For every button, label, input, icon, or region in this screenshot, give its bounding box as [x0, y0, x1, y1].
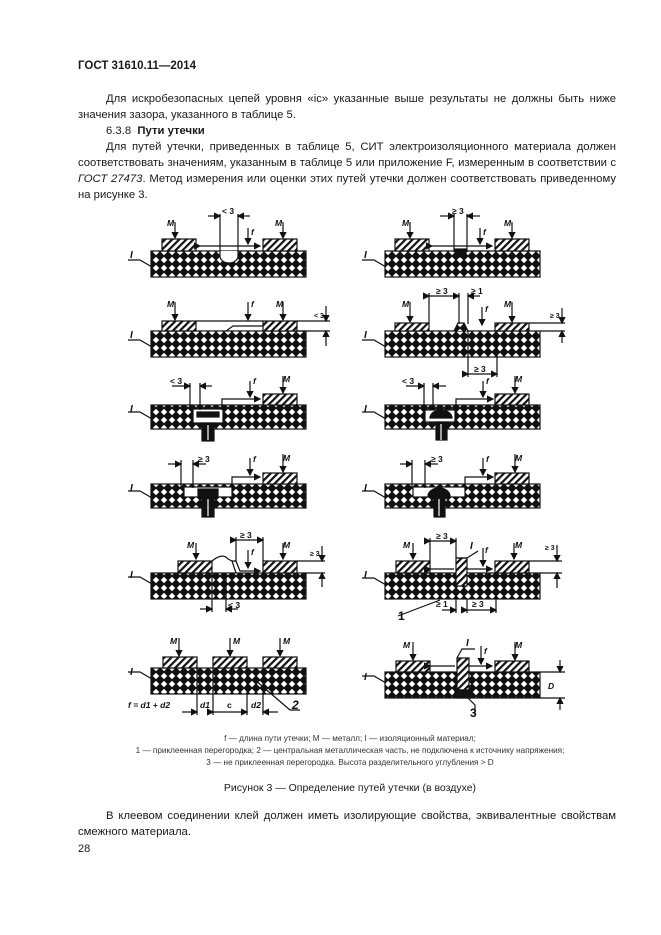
svg-text:f: f [485, 545, 488, 555]
svg-text:M: M [402, 299, 410, 309]
svg-text:M: M [402, 218, 410, 228]
section-number: 6.3.8 [106, 125, 132, 137]
svg-text:M: M [515, 540, 523, 550]
gost-reference: ГОСТ 27473 [78, 173, 143, 185]
svg-text:f: f [486, 454, 489, 464]
svg-text:I: I [364, 250, 367, 261]
svg-text:f: f [484, 646, 487, 656]
diagram-5b [362, 538, 562, 616]
svg-text:≥ 1: ≥ 1 [436, 599, 448, 609]
svg-text:M: M [504, 218, 512, 228]
svg-text:≥ 3: ≥ 3 [550, 313, 560, 320]
svg-text:I: I [364, 404, 367, 415]
svg-text:1: 1 [398, 609, 405, 623]
diagram-5a [128, 537, 325, 612]
svg-text:M: M [275, 218, 283, 228]
svg-text:f: f [485, 304, 488, 314]
svg-text:≥ 3: ≥ 3 [198, 454, 210, 464]
svg-text:< 3: < 3 [222, 206, 235, 216]
diagram-1b [362, 214, 540, 277]
svg-text:M: M [504, 299, 512, 309]
svg-text:d2: d2 [251, 700, 261, 710]
legend-line: 1 — приклеенная перегородка; 2 — центральная металлическая часть, не подключена к источнику напряжения; [135, 746, 565, 755]
svg-text:I: I [364, 672, 367, 683]
svg-text:< 3: < 3 [228, 600, 241, 610]
legend-line: 3 — не приклеенная перегородка. Высота разделительного углубления > D [206, 758, 494, 767]
svg-text:M: M [187, 540, 195, 550]
svg-text:I: I [364, 570, 367, 581]
svg-text:M: M [167, 218, 175, 228]
svg-text:f: f [483, 227, 486, 237]
svg-text:D: D [548, 681, 555, 691]
svg-text:f: f [253, 454, 256, 464]
svg-text:M: M [515, 374, 523, 384]
svg-text:2: 2 [292, 698, 299, 712]
svg-text:f: f [253, 376, 256, 386]
paragraph-text: . Метод измерения или оценки этих путей утечки должен соответствовать приведенному на рисунке 3. [78, 173, 616, 201]
figure-caption: Рисунок 3 — Определение путей утечки (в воздухе) [223, 782, 477, 794]
svg-text:I: I [130, 667, 133, 678]
svg-text:M: M [283, 453, 291, 463]
svg-text:≥ 1: ≥ 1 [471, 286, 483, 296]
svg-text:< 3: < 3 [314, 313, 324, 320]
diagram-2a [128, 302, 330, 357]
document-header: ГОСТ 31610.11—2014 [78, 60, 196, 72]
legend-line: f — длина пути утечки; M — металл; I — изоляционный материал; [224, 734, 476, 743]
svg-text:3: 3 [470, 706, 477, 720]
svg-text:≥ 3: ≥ 3 [452, 206, 464, 216]
svg-text:≥ 3: ≥ 3 [545, 545, 555, 552]
svg-text:≥ 3: ≥ 3 [431, 454, 443, 464]
svg-text:≥ 3: ≥ 3 [240, 530, 252, 540]
diagram-3a [128, 376, 306, 441]
svg-text:I: I [130, 330, 133, 341]
svg-text:I: I [130, 250, 133, 261]
svg-text:f = d1 + d2: f = d1 + d2 [128, 700, 171, 710]
svg-text:f: f [251, 547, 254, 557]
diagram-4b [362, 454, 540, 517]
svg-text:M: M [515, 453, 523, 463]
svg-text:I: I [130, 404, 133, 415]
diagram-2b [362, 293, 565, 377]
svg-text:M: M [403, 640, 411, 650]
svg-text:≥ 3: ≥ 3 [474, 364, 486, 374]
svg-text:M: M [276, 299, 284, 309]
svg-text:≥ 3: ≥ 3 [436, 531, 448, 541]
svg-text:I: I [470, 541, 473, 552]
svg-text:f: f [486, 376, 489, 386]
paragraph-ic-circuits: Для искробезопасных цепей уровня «ic» указанные выше результаты не должны быть ниже значения зазора, указанного в таблице 5. [78, 93, 616, 121]
svg-text:≥ 3: ≥ 3 [472, 599, 484, 609]
svg-text:d1: d1 [200, 700, 210, 710]
svg-text:M: M [403, 540, 411, 550]
diagram-6b [362, 642, 565, 715]
figure-legend [80, 733, 620, 769]
diagram-3b [362, 376, 540, 440]
svg-text:c: c [227, 700, 232, 710]
section-title: Пути утечки [137, 125, 205, 137]
diagram-4a [128, 454, 306, 517]
svg-text:< 3: < 3 [170, 376, 183, 386]
svg-text:M: M [233, 636, 241, 646]
svg-text:f: f [251, 227, 254, 237]
svg-text:I: I [364, 483, 367, 494]
svg-text:< 3: < 3 [402, 376, 415, 386]
svg-text:I: I [466, 638, 469, 649]
svg-text:M: M [167, 299, 175, 309]
svg-text:M: M [170, 636, 178, 646]
svg-text:M: M [283, 540, 291, 550]
svg-text:f: f [251, 299, 254, 309]
svg-text:M: M [515, 640, 523, 650]
paragraph-adhesive: В клеевом соединении клей должен иметь изолирующие свойства, эквивалентные свойствам смежного материала. [78, 810, 616, 838]
svg-text:I: I [130, 570, 133, 581]
svg-text:M: M [283, 636, 291, 646]
svg-text:≥ 3: ≥ 3 [310, 551, 320, 558]
svg-text:≥ 3: ≥ 3 [436, 286, 448, 296]
svg-text:I: I [364, 330, 367, 341]
svg-text:M: M [283, 374, 291, 384]
svg-text:I: I [130, 483, 133, 494]
paragraph-text: Для путей утечки, приведенных в таблице 5, СИТ электроизоляционного материала должен соответствовать значениям, указанным в таблице 5 или приложение F, измеренным в соответствии с [78, 141, 616, 169]
page-number: 28 [78, 843, 91, 855]
